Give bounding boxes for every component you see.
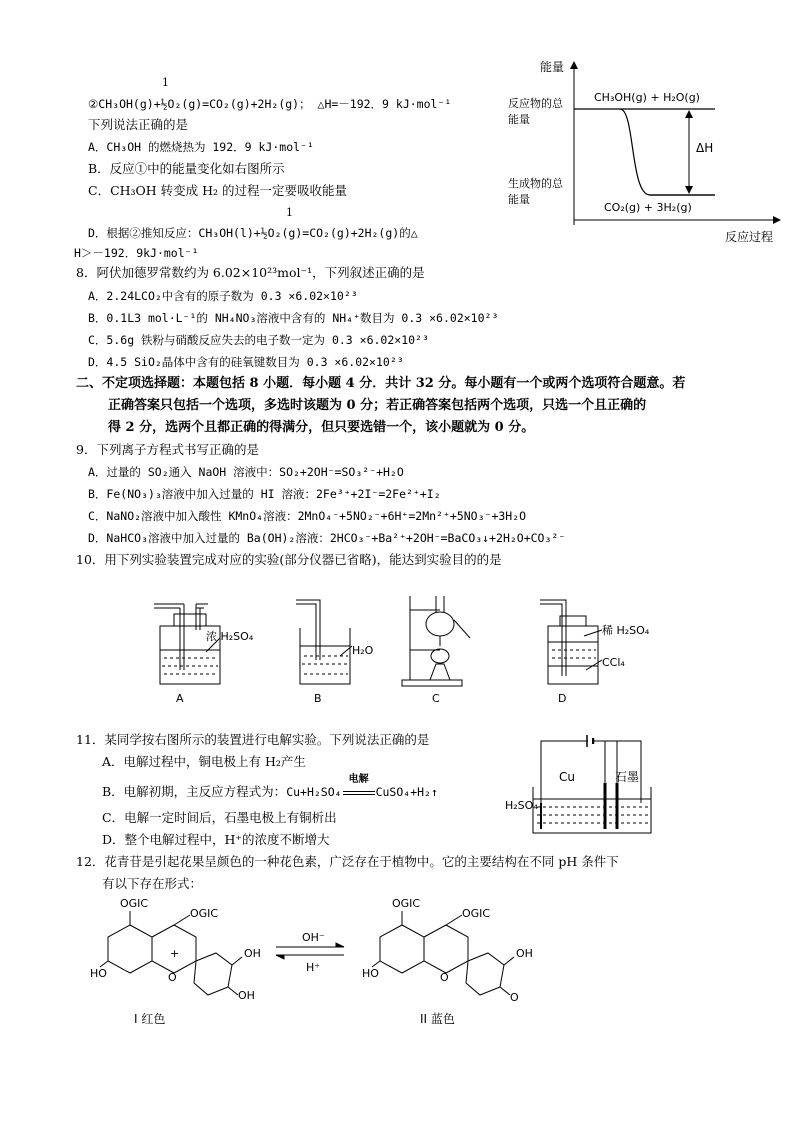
q12-stem-2: 有以下存在形式： <box>102 876 203 891</box>
apparatus-a-label: A <box>176 692 184 705</box>
q7-option-d-line2: H＞－192．9kJ·mol⁻¹ <box>74 246 199 260</box>
q7-option-c: C．CH₃OH 转变成 H₂ 的过程一定要吸收能量 <box>88 183 348 198</box>
q7-option-d-line1: D．根据②推知反应：CH₃OH(l)+½O₂(g)=CO₂(g)+2H₂(g)的△ <box>88 226 418 240</box>
reactant-energy-label-1: 反应物的总 <box>508 97 563 110</box>
q9-option-d: D．NaHCO₃溶液中加入过量的 Ba(OH)₂溶液：2HCO₃⁻+Ba²⁺+2OH⁻=BaCO₃↓+2H₂O+CO₃²⁻ <box>88 531 566 545</box>
delta-h-label: ΔH <box>696 141 714 155</box>
q11-stem: 11．某同学按右图所示的装置进行电解实验。下列说法正确的是 <box>76 732 430 747</box>
q8-option-c: C．5.6g 铁粉与硝酸反应失去的电子数一定为 0.3 ×6.02×10²³ <box>88 333 429 347</box>
apparatus-d-label: D <box>558 692 567 705</box>
product-energy-label-2: 能量 <box>508 193 530 206</box>
q11-b-reaction-arrow <box>342 774 376 801</box>
product-energy-label-1: 生成物的总 <box>508 177 563 190</box>
q11-option-b-text: B．电解初期，主反应方程式为： <box>102 784 287 799</box>
structure-i-plus: + <box>170 947 180 960</box>
fraction-half-numerator-2: 1 <box>286 206 293 219</box>
reactant-energy-label-2: 能量 <box>508 113 530 126</box>
structure-ii-ogic-right: OGIC <box>462 907 491 920</box>
structure-ii-ho: HO <box>362 967 379 980</box>
q11-b-condition: 电解 <box>348 774 369 785</box>
electrolysis-cell <box>505 735 655 840</box>
q11-b-eq-left: Cu+H₂SO₄ <box>286 785 342 799</box>
arrow-bottom-label: H⁺ <box>306 961 321 974</box>
q7-stem: 下列说法正确的是 <box>88 117 189 132</box>
q9-option-b: B．Fe(NO₃)₃溶液中加入过量的 HI 溶液：2Fe³⁺+2I⁻=2Fe²⁺+I₂ <box>88 487 441 501</box>
section-2-line-1: 二、不定项选择题：本题包括 8 小题．每小题 4 分．共计 32 分。每小题有一个或两个选项符合题意。若 <box>76 376 686 391</box>
anthocyanin-structures <box>90 895 560 1035</box>
q7-option-b: B．反应①中的能量变化如右图所示 <box>88 161 285 176</box>
apparatus-d-reagent-2: CCl₄ <box>602 656 625 669</box>
q12-stem-1: 12．花青苷是引起花果呈颜色的一种花色素，广泛存在于植物中。它的主要结构在不同 pH 条件下 <box>76 854 619 869</box>
q7-option-a: A．CH₃OH 的燃烧热为 192．9 kJ·mol⁻¹ <box>88 140 314 154</box>
q8-stem: 8．阿伏加德罗常数约为 6.02×10²³mol⁻¹，下列叙述正确的是 <box>76 265 425 280</box>
section-2-line-2: 正确答案只包括一个选项，多选时该题为 0 分；若正确答案包括两个选项，只选一个且正确的 <box>108 398 647 413</box>
reactant-species: CH₃OH(g) + H₂O(g) <box>594 91 700 104</box>
structure-i-ogic-right: OGIC <box>190 907 219 920</box>
apparatus-a-reagent: 浓 H₂SO₄ <box>206 630 254 643</box>
q10-apparatus <box>140 590 700 710</box>
copper-electrode-label: Cu <box>559 770 575 784</box>
structure-ii-ogic-top: OGIC <box>392 897 421 910</box>
q8-option-a: A．2.24LCO₂中含有的原子数为 0.3 ×6.02×10²³ <box>88 289 358 303</box>
fraction-half-numerator: 1 <box>162 76 169 89</box>
apparatus-d-reagent-1: 稀 H₂SO₄ <box>602 624 650 637</box>
structure-i-ho: HO <box>90 967 107 980</box>
structure-i-ogic-top: OGIC <box>120 897 149 910</box>
apparatus-d <box>540 600 650 705</box>
reaction-axis-label: 反应过程 <box>725 230 774 244</box>
apparatus-c <box>402 596 470 705</box>
energy-axis-label: 能量 <box>540 60 565 74</box>
q9-option-c: C．NaNO₂溶液中加入酸性 KMnO₄溶液：2MnO₄⁻+5NO₂⁻+6H⁺=2Mn²⁺+5NO₃⁻+3H₂O <box>88 509 527 523</box>
structure-ii-label: II 蓝色 <box>420 1012 455 1026</box>
sulfuric-acid-label: H₂SO₄ <box>505 799 538 812</box>
q11-option-a: A．电解过程中，铜电极上有 H₂产生 <box>102 754 306 769</box>
structure-i-oh-1: OH <box>244 947 261 960</box>
q9-stem: 9．下列离子方程式书写正确的是 <box>76 442 259 457</box>
apparatus-c-label: C <box>432 692 440 705</box>
apparatus-b <box>296 600 374 705</box>
apparatus-b-label: B <box>314 692 322 705</box>
structure-ii-oh: OH <box>516 947 533 960</box>
structure-i-label: I 红色 <box>134 1012 166 1026</box>
q11-b-eq-right: CuSO₄+H₂↑ <box>375 785 438 799</box>
equilibrium-arrows <box>276 943 344 959</box>
product-species: CO₂(g) + 3H₂(g) <box>604 201 692 214</box>
q11-option-d: D．整个电解过程中，H⁺的浓度不断增大 <box>102 832 330 847</box>
structure-ii-ketone-o: O <box>510 991 519 1004</box>
energy-diagram <box>500 55 790 250</box>
structure-ii-ring-o: O <box>440 971 449 984</box>
q11-option-b <box>102 774 438 801</box>
q7-equation-2: ②CH₃OH(g)+½O₂(g)=CO₂(g)+2H₂(g)； △H=－192．9 kJ·mol⁻¹ <box>88 97 452 111</box>
q11-option-c: C．电解一定时间后，石墨电极上有铜析出 <box>102 810 337 825</box>
graphite-electrode-label: 石墨 <box>615 770 640 784</box>
q8-option-b: B．0.1L3 mol·L⁻¹的 NH₄NO₃溶液中含有的 NH₄⁺数目为 0.3 ×6.02×10²³ <box>88 311 499 325</box>
apparatus-b-reagent: H₂O <box>352 644 374 657</box>
arrow-top-label: OH⁻ <box>302 931 325 944</box>
q10-stem: 10．用下列实验装置完成对应的实验(部分仪器已省略)，能达到实验目的的是 <box>76 552 502 567</box>
q8-option-d: D．4.5 SiO₂晶体中含有的硅氧键数目为 0.3 ×6.02×10²³ <box>88 355 404 369</box>
apparatus-a <box>154 604 254 705</box>
structure-i-oh-2: OH <box>238 989 255 1002</box>
q9-option-a: A．过量的 SO₂通入 NaOH 溶液中：SO₂+2OH⁻=SO₃²⁻+H₂O <box>88 465 404 479</box>
section-2-line-3: 得 2 分，选两个且都正确的得满分，但只要选错一个，该小题就为 0 分。 <box>108 420 535 435</box>
structure-i-ring-o: O <box>168 971 177 984</box>
